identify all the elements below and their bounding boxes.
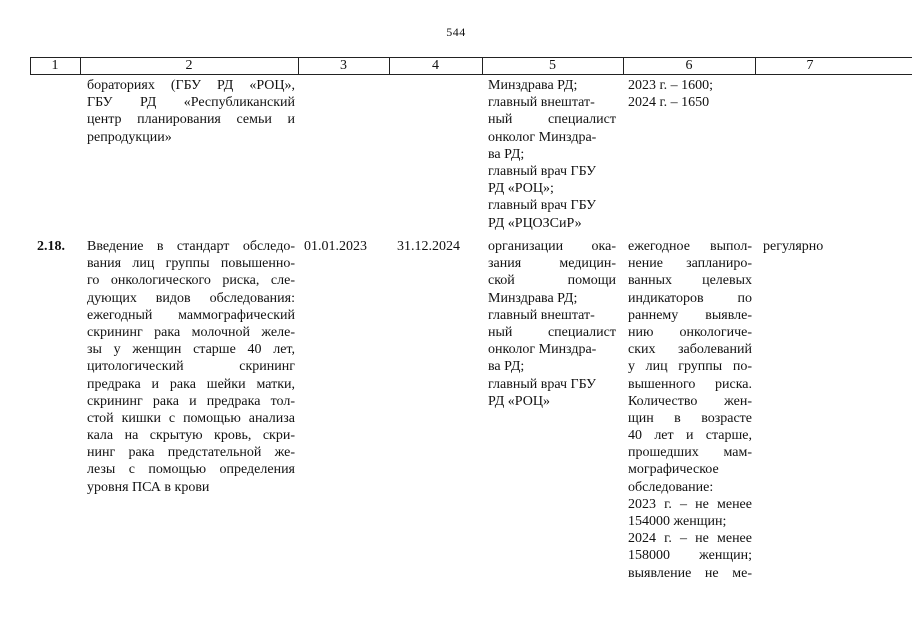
text-line: 2023 г. – 1600; bbox=[628, 78, 714, 93]
text-line: вания лиц группы повышенно- bbox=[87, 256, 295, 272]
text-line: главный врач ГБУ bbox=[488, 198, 597, 214]
text-line: прошедших мам- bbox=[628, 445, 752, 461]
text-line: 2024 г. – не менее bbox=[628, 531, 752, 547]
text-line: цитологический скрининг bbox=[87, 359, 295, 375]
text-line: РД «РОЦ»; bbox=[488, 181, 554, 197]
text-line: 2024 г. – 1650 bbox=[628, 95, 710, 111]
text-line: главный внештат- bbox=[488, 307, 595, 323]
row-number: 2.18. bbox=[37, 239, 65, 254]
text-line: Введение в стандарт обследо- bbox=[87, 239, 295, 254]
header-col-7: 7 bbox=[806, 58, 814, 73]
text-line: центр планирования семьи и bbox=[87, 112, 295, 128]
text-line: главный врач ГБУ bbox=[488, 376, 597, 392]
text-line: организации ока- bbox=[488, 239, 616, 254]
text-line: раннему выявле- bbox=[628, 307, 752, 323]
start-date: 01.01.2023 bbox=[304, 239, 367, 254]
text-line: уровня ПСА в крови bbox=[87, 479, 210, 495]
row-218-col5 bbox=[488, 238, 616, 410]
text-line: лезы с помощью определения bbox=[87, 462, 295, 478]
text-line: Минздрава РД; bbox=[488, 78, 578, 93]
row-218-col2 bbox=[87, 238, 295, 496]
text-line: бораториях (ГБУ РД «РОЦ», bbox=[87, 78, 295, 93]
end-date: 31.12.2024 bbox=[397, 239, 460, 254]
text-line: щин в возрасте bbox=[628, 410, 752, 426]
text-line: зания медицин- bbox=[488, 256, 616, 272]
text-line: го онкологического риска, сле- bbox=[87, 273, 295, 289]
continued-row-col5 bbox=[488, 77, 616, 232]
text-line: дующих видов обследования: bbox=[87, 290, 295, 306]
text-line: обследование: bbox=[628, 479, 714, 495]
header-col-4: 4 bbox=[432, 58, 439, 73]
text-line: вышенного риска. bbox=[628, 376, 752, 392]
text-line: нию онкологиче- bbox=[628, 324, 752, 340]
text-line: РД «РОЦ» bbox=[488, 393, 550, 409]
continued-row-col2 bbox=[87, 77, 295, 146]
page-number: 544 bbox=[446, 25, 466, 39]
text-line: стой кишки с помощью анализа bbox=[87, 410, 295, 426]
text-line: скрининг рака молочной желе- bbox=[87, 324, 295, 340]
text-line: онколог Минздра- bbox=[488, 342, 597, 358]
text-line: онколог Минздра- bbox=[488, 129, 597, 145]
header-col-5: 5 bbox=[549, 58, 556, 73]
text-line: ный специалист bbox=[488, 112, 616, 128]
table-header-bottom-border bbox=[30, 74, 912, 75]
text-line: ежегодное выпол- bbox=[628, 239, 752, 254]
text-line: кала на скрытую кровь, скри- bbox=[87, 428, 295, 444]
text-line: главный врач ГБУ bbox=[488, 163, 597, 179]
text-line: предрака и рака шейки матки, bbox=[87, 376, 295, 392]
text-line: Минздрава РД; bbox=[488, 290, 578, 306]
text-line: главный внештат- bbox=[488, 95, 595, 111]
text-line: РД «РЦОЗСиР» bbox=[488, 215, 582, 231]
text-line: нение запланиро- bbox=[628, 256, 752, 272]
text-line: ва РД; bbox=[488, 359, 525, 375]
text-line: ГБУ РД «Республиканский bbox=[87, 95, 295, 111]
header-col-6: 6 bbox=[685, 58, 693, 73]
text-line: скрининг рака и предрака тол- bbox=[87, 393, 295, 409]
text-line: ва РД; bbox=[488, 146, 525, 162]
text-line: 154000 женщин; bbox=[628, 514, 727, 529]
text-line: репродукции» bbox=[87, 129, 172, 145]
continued-row-col6 bbox=[628, 77, 752, 111]
text-line: мографическое bbox=[628, 462, 719, 478]
text-line: 2023 г. – не менее bbox=[628, 496, 752, 512]
text-line: ских заболеваний bbox=[628, 342, 752, 358]
row-218-col7: регулярно bbox=[763, 239, 824, 254]
text-line: ежегодный маммографический bbox=[87, 307, 295, 323]
header-col-1: 1 bbox=[51, 58, 59, 73]
header-col-2: 2 bbox=[185, 58, 193, 73]
header-col-3: 3 bbox=[340, 58, 347, 73]
text-line: индикаторов по bbox=[628, 290, 752, 306]
text-line: ской помощи bbox=[488, 273, 616, 289]
row-218-col6 bbox=[628, 238, 752, 582]
text-line: выявление не ме- bbox=[628, 565, 752, 581]
text-line: 40 лет и старше, bbox=[628, 428, 752, 444]
text-line: зы у женщин старше 40 лет, bbox=[87, 342, 295, 358]
text-line: 158000 женщин; bbox=[628, 548, 752, 564]
text-line: у лиц группы по- bbox=[628, 359, 752, 375]
text-line: Количество жен- bbox=[628, 393, 752, 409]
text-line: ный специалист bbox=[488, 324, 616, 340]
text-line: ванных целевых bbox=[628, 273, 752, 289]
text-line: нинг рака предстательной же- bbox=[87, 445, 295, 461]
